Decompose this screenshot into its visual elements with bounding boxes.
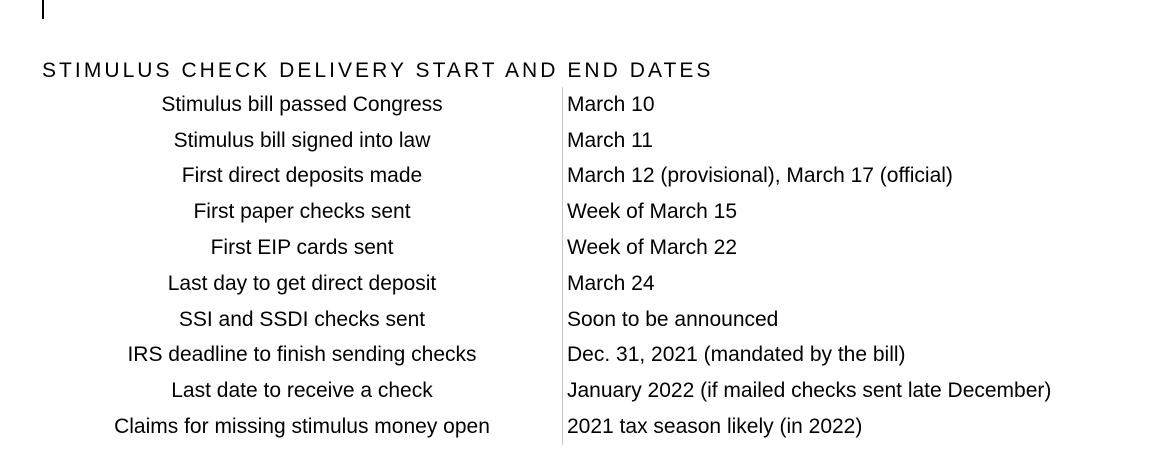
row-label: Last date to receive a check bbox=[171, 379, 433, 403]
row-value: 2021 tax season likely (in 2022) bbox=[567, 415, 863, 439]
table-row bbox=[68, 302, 1148, 338]
row-value: Week of March 22 bbox=[567, 236, 738, 260]
row-label: IRS deadline to finish sending checks bbox=[127, 343, 477, 367]
row-label: Stimulus bill passed Congress bbox=[161, 92, 443, 116]
row-label: First paper checks sent bbox=[193, 200, 411, 224]
text-cursor bbox=[42, 0, 44, 19]
table-row bbox=[68, 373, 1148, 409]
table-row bbox=[68, 338, 1148, 374]
row-label: Last day to get direct deposit bbox=[167, 271, 437, 295]
row-value: March 10 bbox=[567, 92, 655, 116]
table-row bbox=[68, 159, 1148, 195]
row-label: Claims for missing stimulus money open bbox=[114, 415, 490, 439]
row-value: March 24 bbox=[567, 271, 655, 295]
row-label: First direct deposits made bbox=[181, 164, 423, 188]
table-row bbox=[68, 266, 1148, 302]
row-label: Stimulus bill signed into law bbox=[173, 128, 431, 152]
table-row bbox=[68, 123, 1148, 159]
row-value: Week of March 15 bbox=[567, 200, 738, 224]
row-value: March 11 bbox=[567, 128, 653, 152]
row-label: SSI and SSDI checks sent bbox=[178, 307, 426, 331]
table-row bbox=[68, 230, 1148, 266]
document-title: STIMULUS CHECK DELIVERY START AND END DATES bbox=[42, 59, 714, 82]
row-value: January 2022 (if mailed checks sent late December) bbox=[567, 379, 1052, 403]
table-row bbox=[68, 194, 1148, 230]
dates-table bbox=[68, 87, 1148, 445]
row-value: Soon to be announced bbox=[567, 307, 779, 331]
table-row bbox=[68, 87, 1148, 123]
row-value: Dec. 31, 2021 (mandated by the bill) bbox=[567, 343, 906, 367]
row-value: March 12 (provisional), March 17 (official) bbox=[567, 164, 953, 188]
table-row bbox=[68, 409, 1148, 445]
row-label: First EIP cards sent bbox=[210, 236, 394, 260]
